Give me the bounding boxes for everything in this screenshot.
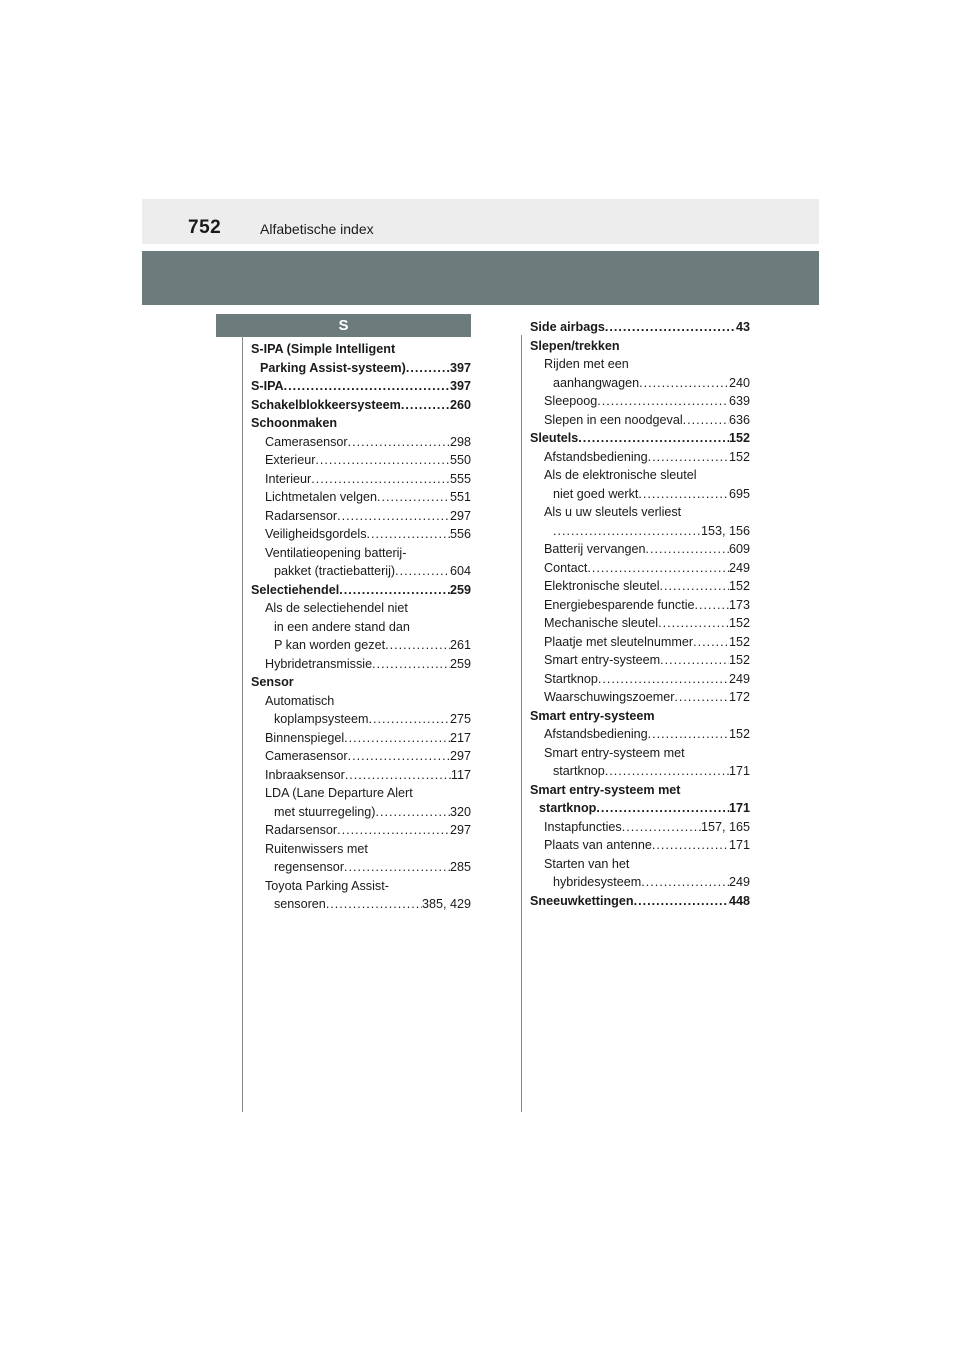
- dot-leader: [401, 396, 450, 415]
- index-entry: Ruitenwissers met: [265, 841, 368, 856]
- dot-leader: [634, 892, 729, 911]
- index-entry: Schoonmaken: [251, 416, 338, 430]
- entry-text: Interieur: [265, 471, 312, 486]
- entry-text: Parking Assist-systeem): [260, 360, 406, 375]
- entry-page: 639: [728, 394, 750, 408]
- index-entry: [530, 577, 750, 596]
- index-entry: Rijden met een: [544, 357, 629, 371]
- dot-leader: [648, 448, 729, 467]
- entry-page: 152: [728, 579, 750, 593]
- index-entry: [530, 651, 750, 670]
- entry-page: 157, 165: [700, 819, 750, 834]
- index-entry: [251, 803, 471, 822]
- entry-text: Batterij vervangen: [544, 542, 646, 556]
- entry-page: 555: [449, 471, 471, 486]
- dot-leader: [660, 577, 729, 596]
- entry-text: Smart entry-systeem: [544, 653, 661, 667]
- entry-page: 249: [728, 875, 750, 889]
- index-entry: [251, 488, 471, 507]
- index-entry: [251, 562, 471, 581]
- entry-page: 240: [728, 375, 750, 390]
- entry-text: niet goed werkt: [553, 486, 639, 501]
- index-entry: [251, 747, 471, 766]
- index-entry: [530, 485, 750, 504]
- dot-leader: [597, 392, 729, 411]
- index-entry: Automatisch: [265, 693, 335, 708]
- entry-text: Afstandsbediening: [544, 449, 648, 464]
- entry-text: koplampsysteem: [274, 712, 369, 726]
- index-entry: [251, 451, 471, 470]
- index-entry: [530, 411, 750, 430]
- entry-text: Waarschuwingszoemer: [544, 690, 675, 704]
- index-entry: [530, 818, 750, 837]
- entry-page: 636: [728, 412, 750, 427]
- entry-page: 153, 156: [700, 523, 750, 538]
- dot-leader: [348, 747, 450, 766]
- entry-page: 448: [728, 893, 750, 908]
- dot-leader: [345, 766, 451, 785]
- entry-text: Binnenspiegel: [265, 730, 345, 745]
- entry-page: 172: [728, 690, 750, 704]
- dot-leader: [648, 725, 729, 744]
- index-entry: Smart entry-systeem met: [530, 782, 681, 797]
- index-entry: [530, 374, 750, 393]
- entry-text: P kan worden gezet: [274, 638, 386, 652]
- entry-text: Sleepoog: [544, 394, 598, 408]
- dot-leader: [695, 596, 729, 615]
- index-entry: [251, 858, 471, 877]
- dot-leader: [605, 762, 729, 781]
- dot-leader: [367, 525, 450, 544]
- index-entry: S-IPA (Simple Intelligent: [251, 342, 396, 356]
- entry-text: aanhangwagen: [553, 375, 640, 390]
- entry-text: sensoren: [274, 897, 326, 911]
- entry-text: Energiebesparende functie: [544, 597, 695, 612]
- index-entry: [530, 873, 750, 892]
- entry-page: 550: [449, 453, 471, 467]
- entry-page: 152: [728, 449, 750, 464]
- dot-leader: [646, 540, 729, 559]
- index-entry: Slepen/trekken: [530, 338, 620, 353]
- dot-leader: [641, 873, 729, 892]
- entry-page: 152: [728, 634, 750, 649]
- entry-page: 397: [449, 379, 471, 393]
- index-entry: [530, 429, 750, 448]
- entry-page: 173: [728, 597, 750, 612]
- dot-leader: [369, 710, 450, 729]
- dot-leader: [339, 581, 450, 600]
- index-entry: Als u uw sleutels verliest: [544, 505, 682, 519]
- index-entry: Smart entry-systeem met: [544, 745, 685, 760]
- index-entry: [530, 799, 750, 818]
- index-entry: [530, 540, 750, 559]
- index-entry: [251, 766, 471, 785]
- entry-page: 260: [449, 397, 471, 412]
- dot-leader: [311, 470, 450, 489]
- dot-leader: [395, 562, 450, 581]
- letter-heading: S: [216, 314, 471, 337]
- page-header: [142, 199, 819, 244]
- index-entry: Ventilatieopening batterij-: [265, 545, 407, 560]
- dot-leader: [674, 688, 729, 707]
- index-entry: [251, 377, 471, 396]
- entry-page: 285: [449, 860, 471, 874]
- entry-page: 171: [728, 764, 750, 778]
- dot-leader: [605, 318, 736, 337]
- entry-text: Side airbags: [530, 320, 605, 334]
- entry-text: Schakelblokkeersysteem: [251, 397, 401, 412]
- dot-leader: [683, 411, 729, 430]
- entry-text: met stuurregeling): [274, 804, 376, 819]
- index-entry: [251, 470, 471, 489]
- index-entry: [251, 581, 471, 600]
- entry-text: pakket (tractiebatterij): [274, 564, 396, 578]
- dot-leader: [639, 374, 729, 393]
- entry-text: Radarsensor: [265, 508, 338, 523]
- page-number: 752: [188, 217, 222, 238]
- entry-page: 556: [449, 527, 471, 541]
- entry-text: Instapfuncties: [544, 819, 622, 834]
- column-divider-left: [242, 335, 243, 1112]
- entry-page: 152: [728, 653, 750, 667]
- entry-page: 117: [450, 767, 471, 782]
- entry-text: Contact: [544, 560, 588, 575]
- index-entry: [530, 725, 750, 744]
- entry-text: Startknop: [544, 671, 598, 686]
- index-entry: [530, 614, 750, 633]
- index-entry: [530, 559, 750, 578]
- index-entry: [251, 655, 471, 674]
- index-entry: [530, 596, 750, 615]
- dot-leader: [284, 377, 450, 396]
- index-entry: [530, 522, 750, 541]
- entry-page: 152: [728, 616, 750, 630]
- index-column-right: [530, 318, 750, 910]
- dot-leader: [578, 429, 729, 448]
- entry-page: 297: [449, 508, 471, 523]
- entry-text: Selectiehendel: [251, 582, 340, 597]
- entry-page: 171: [728, 801, 750, 815]
- entry-text: startknop: [553, 764, 605, 778]
- index-entry: [251, 359, 471, 378]
- dot-leader: [660, 651, 729, 670]
- entry-text: Plaats van antenne: [544, 838, 652, 852]
- dot-leader: [377, 488, 450, 507]
- index-entry: [251, 525, 471, 544]
- entry-text: Sleutels: [530, 431, 579, 445]
- entry-text: hybridesysteem: [553, 875, 642, 889]
- entry-text: Veiligheidsgordels: [265, 527, 367, 541]
- index-entry: [251, 396, 471, 415]
- dot-leader: [598, 670, 729, 689]
- entry-page: 297: [449, 749, 471, 763]
- entry-text: Exterieur: [265, 453, 316, 467]
- index-entry: [530, 633, 750, 652]
- dot-leader: [638, 485, 729, 504]
- entry-page: 695: [728, 486, 750, 501]
- index-entry: [251, 895, 471, 914]
- entry-page: 397: [449, 360, 471, 375]
- entry-text: Camerasensor: [265, 749, 348, 763]
- entry-text: Sneeuwkettingen: [530, 893, 634, 908]
- entry-text: S-IPA: [251, 379, 284, 393]
- index-entry: [530, 688, 750, 707]
- entry-text: Camerasensor: [265, 434, 348, 449]
- dot-leader: [658, 614, 729, 633]
- index-entry: Als de elektronische sleutel: [544, 468, 697, 482]
- dot-leader: [344, 729, 450, 748]
- dot-leader: [337, 507, 450, 526]
- index-entry: [530, 392, 750, 411]
- entry-text: Slepen in een noodgeval: [544, 412, 683, 427]
- entry-page: 259: [449, 582, 471, 597]
- entry-page: 551: [449, 490, 471, 504]
- entry-text: startknop: [539, 801, 597, 815]
- index-entry: [530, 892, 750, 911]
- dot-leader: [326, 895, 422, 914]
- section-title: Alfabetische index: [260, 221, 374, 237]
- dot-leader: [344, 858, 450, 877]
- entry-page: 249: [728, 671, 750, 686]
- entry-text: Inbraaksensor: [265, 767, 345, 782]
- dot-leader: [622, 818, 701, 837]
- dot-leader: [348, 433, 450, 452]
- entry-page: 217: [449, 730, 471, 745]
- index-entry: [530, 836, 750, 855]
- index-entry: LDA (Lane Departure Alert: [265, 786, 413, 800]
- dot-leader: [553, 522, 701, 541]
- entry-page: 320: [449, 804, 471, 819]
- index-entry: [530, 670, 750, 689]
- entry-text: Afstandsbediening: [544, 727, 648, 741]
- entry-text: Elektronische sleutel: [544, 579, 660, 593]
- index-entry: [251, 507, 471, 526]
- entry-page: 297: [449, 823, 471, 837]
- entry-text: Plaatje met sleutelnummer: [544, 634, 694, 649]
- index-entry: [251, 433, 471, 452]
- dot-leader: [385, 636, 450, 655]
- entry-page: 43: [735, 320, 750, 334]
- index-entry: [530, 448, 750, 467]
- index-entry: [530, 318, 750, 337]
- entry-page: 385, 429: [421, 897, 471, 911]
- entry-text: Radarsensor: [265, 823, 338, 837]
- dot-leader: [376, 803, 450, 822]
- entry-page: 609: [728, 542, 750, 556]
- header-band: [142, 251, 819, 305]
- index-column-left: [251, 340, 471, 914]
- dot-leader: [652, 836, 729, 855]
- dot-leader: [596, 799, 729, 818]
- dot-leader: [587, 559, 729, 578]
- index-entry: [251, 821, 471, 840]
- dot-leader: [337, 821, 450, 840]
- index-entry: Toyota Parking Assist-: [265, 878, 389, 893]
- index-entry: [530, 762, 750, 781]
- entry-text: Mechanische sleutel: [544, 616, 659, 630]
- column-divider-middle: [521, 335, 522, 1112]
- entry-text: regensensor: [274, 860, 345, 874]
- dot-leader: [315, 451, 450, 470]
- dot-leader: [693, 633, 729, 652]
- entry-page: 261: [449, 638, 471, 652]
- index-entry: [251, 729, 471, 748]
- dot-leader: [406, 359, 450, 378]
- entry-page: 152: [728, 727, 750, 741]
- entry-page: 249: [728, 560, 750, 575]
- index-entry: Smart entry-systeem: [530, 708, 655, 723]
- index-entry: [251, 636, 471, 655]
- index-entry: Starten van het: [544, 856, 630, 871]
- entry-page: 171: [728, 838, 750, 852]
- index-entry: Als de selectiehendel niet: [265, 601, 408, 615]
- entry-page: 298: [449, 434, 471, 449]
- index-entry: in een andere stand dan: [274, 619, 410, 634]
- entry-page: 152: [728, 431, 750, 445]
- entry-page: 259: [449, 656, 471, 671]
- entry-text: Lichtmetalen velgen: [265, 490, 378, 504]
- dot-leader: [372, 655, 450, 674]
- index-entry: [251, 710, 471, 729]
- index-entry: Sensor: [251, 675, 294, 689]
- entry-page: 604: [449, 564, 471, 578]
- entry-page: 275: [449, 712, 471, 726]
- entry-text: Hybridetransmissie: [265, 656, 373, 671]
